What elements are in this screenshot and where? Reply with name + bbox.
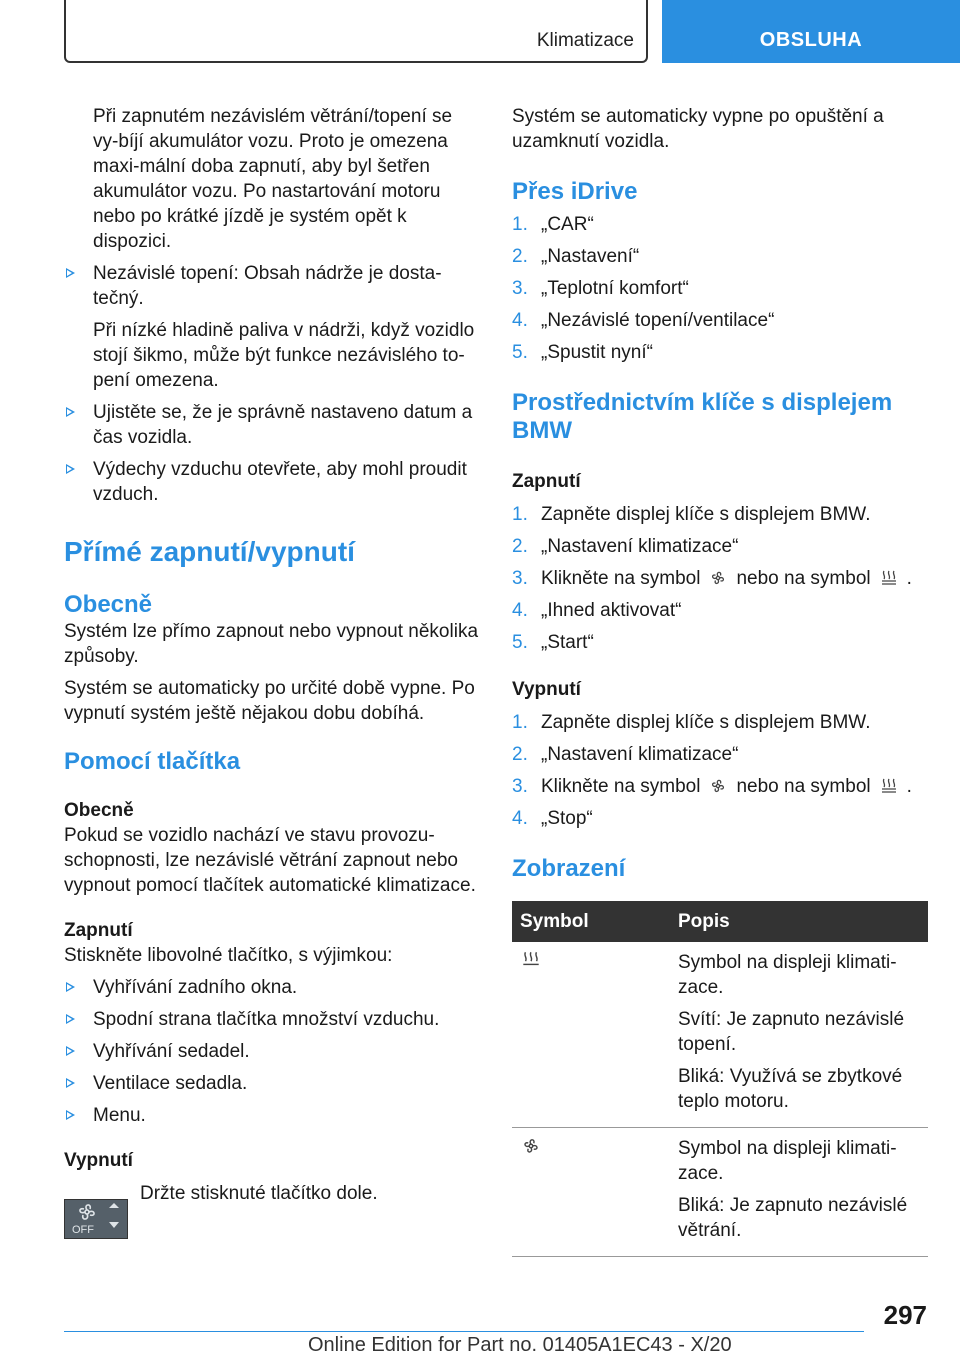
- list-item: 4. „Ihned aktivovat“: [512, 600, 682, 621]
- bullet-item: Nezávislé topení: Obsah nádrže je dosta‐tečný.: [64, 261, 482, 311]
- subsection-heading: Obecně: [64, 591, 153, 618]
- chapter-tab[interactable]: OBSLUHA: [662, 0, 960, 63]
- table-row: Symbol na displeji klimati‐zace. Svítí: Je zapnuto nezávislé topení. Bliká: Využívá se zbytkové teplo motoru.: [512, 942, 928, 1128]
- fan-off-button-icon: [64, 1199, 128, 1239]
- bullet-item: Ujistěte se, že je správně nastaveno datum a čas vozidla.: [64, 400, 482, 450]
- bullet-sub-paragraph: Při nízké hladině paliva v nádrži, když vozidlo stojí šikmo, může být funkce nezávislého to‐pení omezena.: [93, 320, 475, 391]
- list-item: 1. „CAR“: [512, 214, 594, 235]
- subsection-heading: Prostřednictvím klíče s displejem BMW: [512, 389, 893, 444]
- paragraph: Systém se automaticky po určité době vypne. Po vypnutí systém ještě nějakou dobu dobíhá.: [64, 678, 475, 724]
- heating-icon: [879, 569, 899, 587]
- table-row: Symbol na displeji klimati‐zace. Bliká: Je zapnuto nezávislé větrání.: [512, 1128, 928, 1257]
- bullet-item: Vyhřívání sedadel.: [64, 1039, 482, 1064]
- list-item: 5. „Spustit nyní“: [512, 342, 653, 363]
- minor-heading: Vypnutí: [512, 679, 581, 700]
- list-item: 5. „Start“: [512, 632, 594, 653]
- list-item: 2. „Nastavení klimatizace“: [512, 536, 739, 557]
- fan-icon: [708, 569, 728, 587]
- bullet-triangle-icon: [66, 1110, 75, 1120]
- paragraph: Systém se automaticky vypne po opuštění a uzamknutí vozidla.: [512, 106, 884, 152]
- footer-edition: Online Edition for Part no. 01405A1EC43 - X/20: [308, 1334, 732, 1356]
- bullet-item: Vyhřívání zadního okna.: [64, 975, 482, 1000]
- table-header-popis: Popis: [670, 901, 928, 942]
- list-item: 4. „Nezávislé topení/ventilace“: [512, 310, 775, 331]
- right-column: [512, 104, 928, 1257]
- paragraph: Systém lze přímo zapnout nebo vypnout několika způsoby.: [64, 621, 479, 667]
- fan-off-glyph-icon: [65, 1200, 127, 1238]
- bullet-triangle-icon: [66, 1078, 75, 1088]
- section-heading: Přímé zapnutí/vypnutí: [64, 536, 355, 567]
- bullet-item: Menu.: [64, 1103, 482, 1128]
- minor-heading: Zapnutí: [64, 920, 133, 941]
- minor-heading: Obecně: [64, 800, 134, 821]
- minor-heading: Vypnutí: [64, 1150, 133, 1171]
- table-header-symbol: Symbol: [512, 901, 670, 942]
- subsection-heading: Přes iDrive: [512, 178, 638, 205]
- list-item: 4. „Stop“: [512, 808, 593, 829]
- minor-heading: Zapnutí: [512, 471, 581, 492]
- fan-icon: [520, 1136, 542, 1156]
- bullet-triangle-icon: [66, 407, 75, 417]
- heating-icon: [520, 950, 542, 970]
- bullet-item: Spodní strana tlačítka množství vzduchu.: [64, 1007, 482, 1032]
- paragraph: Pokud se vozidlo nachází ve stavu provozu‐schopnosti, lze nezávislé větrání zapnout nebo vypnout pomocí tlačítek automatické klimatizace.: [64, 825, 476, 896]
- list-item: 1. Zapněte displej klíče s displejem BMW.: [512, 504, 871, 525]
- page-number: 297: [883, 1300, 927, 1330]
- bullet-item: Výdechy vzduchu otevřete, aby mohl proudit vzduch.: [64, 457, 482, 507]
- list-item: 2. „Nastavení“: [512, 246, 640, 267]
- bullet-item: Ventilace sedadla.: [64, 1071, 482, 1096]
- list-item: 3. „Teplotní komfort“: [512, 278, 689, 299]
- fan-icon: [708, 777, 728, 795]
- symbol-table: [512, 901, 928, 1257]
- paragraph: Držte stisknuté tlačítko dole.: [140, 1183, 378, 1204]
- paragraph: Stiskněte libovolné tlačítko, s výjimkou:: [64, 945, 393, 966]
- section-title: Klimatizace: [536, 30, 634, 51]
- list-item: 2. „Nastavení klimatizace“: [512, 744, 739, 765]
- svg-text:OFF: OFF: [72, 1224, 94, 1236]
- bullet-triangle-icon: [66, 464, 75, 474]
- intro-paragraph: Při zapnutém nezávislém větrání/topení se vy‐bíjí akumulátor vozu. Proto je omezena maxi‐mální doba zapnutí, aby byl šetřen akumulátor vozu. Po nastartování motoru nebo po krátké jízdě je systém opět k dispozici.: [93, 106, 453, 252]
- heating-icon: [879, 777, 899, 795]
- list-item: 3. Klikněte na symbol nebo na symbol .: [512, 776, 912, 797]
- list-item: 1. Zapněte displej klíče s displejem BMW.: [512, 712, 871, 733]
- bullet-triangle-icon: [66, 1014, 75, 1024]
- bullet-triangle-icon: [66, 1046, 75, 1056]
- bullet-triangle-icon: [66, 982, 75, 992]
- left-column: [64, 104, 482, 1213]
- subsection-heading: Pomocí tlačítka: [64, 748, 241, 775]
- list-item: 3. Klikněte na symbol nebo na symbol .: [512, 568, 912, 589]
- footer-divider: [64, 1331, 864, 1332]
- bullet-triangle-icon: [66, 268, 75, 278]
- subsection-heading: Zobrazení: [512, 855, 626, 882]
